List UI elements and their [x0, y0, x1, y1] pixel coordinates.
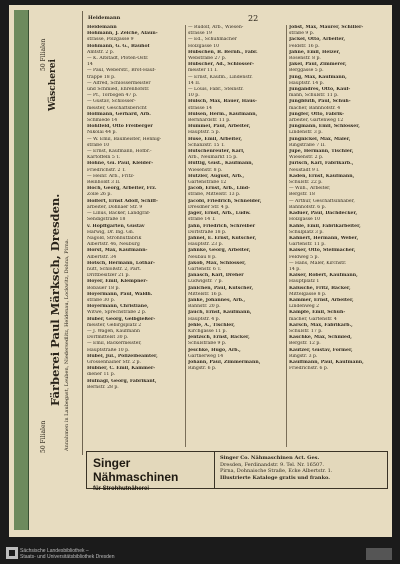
- directory-entry-line: Bahnstr. 20 p.: [188, 304, 221, 310]
- directory-entry-line: — Rudolf, Arb., Wiesen-: [188, 25, 244, 30]
- directory-entry-line: Amtstr. 2 p.: [87, 49, 115, 55]
- directory-entry-line: Feldweg 5 p.: [289, 254, 319, 260]
- directory-entry-line: — Ernst, Kaufmann, Hofbr.-: [87, 149, 152, 155]
- directory-entry-line: Grossenhainer Str. 2 p.: [87, 359, 141, 365]
- directory-entry-line: Heidemann: [87, 25, 117, 30]
- singer-sub: für Strohhutnäherei: [93, 486, 150, 492]
- directory-entry-line: meister 11 I.: [188, 68, 218, 74]
- directory-entry-line: Hummel, Paul, Arbeiter,: [188, 124, 251, 130]
- directory-entry-line: Neustadt 9 I.: [289, 167, 320, 173]
- directory-entry-line: Albertstr. 34: [87, 254, 117, 260]
- directory-entry-line: diener 11 p.: [87, 372, 116, 378]
- directory-entry-line: Berggasse 5 p.: [289, 68, 324, 74]
- directory-entry-line: Jobst, Max, Maurer, Schiller-: [289, 25, 364, 30]
- directory-entry-line: Höllmann, Gerhard, Arb.: [87, 111, 151, 117]
- directory-entry-line: Kämpfe, Emil, Schuh-: [289, 310, 346, 316]
- directory-entry-line: Kahle, Emil, Fabrikarbeiter,: [289, 223, 361, 229]
- directory-entry-line: Gärtnerweg 14: [188, 353, 224, 359]
- directory-column-1: [87, 25, 183, 447]
- directory-entry-line: Sendigstraße 18: [87, 217, 126, 223]
- directory-entry-line: Hoyermann, Paul, Waldh.: [87, 291, 153, 297]
- directory-entry-line: — Hans, Maler, Kirchstr.: [289, 260, 347, 266]
- directory-entry-line: Hoch, Georg, Arbeiter, Frz.: [87, 186, 157, 192]
- bottom-advertisement: [86, 451, 388, 492]
- directory-column-3: [289, 25, 386, 447]
- directory-entry-line: Albertstr. 46, Neuburg: [87, 242, 140, 248]
- directory-entry-line: Hoyermann, Christiane,: [87, 304, 149, 310]
- directory-entry-line: Hauptstr. 4 p.: [188, 316, 221, 322]
- directory-entry-line: Hüttig, Gust., Kaufmann,: [188, 161, 254, 167]
- directory-entry-line: Johann, Paul, Zimmermann,: [188, 359, 261, 365]
- directory-entry-line: — K. Altstadt, Pfoten-Ostr.: [87, 56, 149, 62]
- directory-entry-line: Wiesenstr. 2 p.: [289, 155, 324, 161]
- directory-entry-line: strasse, Pölzgasse 9: [87, 37, 134, 43]
- directory-entry-line: Kaschke, Max, Schmied,: [289, 335, 352, 341]
- directory-entry-line: Ringstr. 6 p.: [188, 366, 217, 372]
- directory-entry-line: Hohmann, G. G., Bauhof: [87, 43, 150, 49]
- directory-entry-line: Neubau 8 p.: [188, 254, 217, 260]
- directory-entry-line: — Linus, Bäcker, Landgraf-: [87, 211, 151, 217]
- directory-entry-line: Jauch, Ernst, Kaufmann,: [188, 310, 252, 316]
- directory-entry-line: Kaulfmann, Paul, Kaufmann,: [289, 359, 364, 365]
- directory-entry-line: Hübschen, B. Bernh., Fabr.: [188, 49, 258, 55]
- directory-entry-line: Lindenweg 2: [289, 304, 320, 310]
- directory-entry-line: Nagold, Strohhutfabrik: [87, 235, 142, 241]
- directory-entry-line: meister, Geschäftsbericht: [87, 105, 147, 111]
- singer-address-dresden: Dresden, Ferdinandstr. 9. Tel. Nr. 16507.: [220, 461, 324, 468]
- directory-entry-line: Jungmann, Emil, Schlosser,: [289, 124, 360, 130]
- directory-entry-line: Harwig, Dr. Ing. Gn.: [87, 229, 135, 235]
- singer-ad-right: [215, 452, 387, 488]
- directory-entry-line: Arb., Neumarkt 15 p.: [188, 155, 238, 161]
- directory-entry-line: Mittelgasse 8 p.: [289, 291, 327, 297]
- directory-entry-line: Jäkel, Paul, Zimmerer,: [289, 62, 347, 68]
- directory-entry-line: macher, Bahnhofstr. 4: [289, 105, 341, 111]
- binding-strip-inner: [14, 10, 29, 530]
- directory-entry-line: hutt, Schloßstr. 2, Part.: [87, 266, 142, 272]
- directory-entry-line: — Ed., Schuhmacher: [188, 37, 237, 43]
- directory-entry-line: Huber, Georg, Gelbgießer-: [87, 316, 156, 322]
- directory-entry-line: Mittelstr. 16 p.: [188, 291, 223, 297]
- directory-entry-line: Jakob, Max, Schlosser,: [188, 260, 246, 266]
- directory-entry-line: Schmiede 14: [87, 118, 118, 124]
- directory-entry-line: — J. Wagen, Kaufmann: [87, 328, 140, 334]
- directory-entry-line: straße 9 p.: [289, 31, 315, 37]
- directory-entry-line: Jupe, Hermann, Tischler,: [289, 149, 354, 155]
- directory-entry-line: 14: [87, 62, 93, 68]
- directory-entry-line: Janke, Johannes, Arb.,: [188, 297, 246, 303]
- directory-entry-line: Hülsen, Herm., Kaufmann,: [188, 111, 258, 117]
- directory-entry-line: Ringstraße 7 II.: [289, 142, 326, 148]
- directory-column-2: [188, 25, 284, 447]
- directory-entry-line: mann, Schulstr. 11 p.: [289, 93, 339, 99]
- directory-entry-line: Horst, Max, Kaufmann-: [87, 248, 148, 254]
- directory-entry-line: Jahn, Friedrich, Schreiber: [188, 223, 256, 229]
- footer-line-2: Staats- und Universitätsbibliothek Dresden: [20, 554, 115, 560]
- directory-entry-line: Rosenstr. 8 p.: [289, 56, 321, 62]
- directory-entry-line: strasse 19: [188, 31, 212, 37]
- directory-entry-line: Jacobi, Friedrich, Schneider,: [188, 198, 262, 204]
- directory-entry-line: Jäckel, Otto, Arbeiter,: [289, 37, 346, 43]
- directory-entry-line: Hauptstr. 5 p.: [188, 130, 221, 136]
- directory-entry-line: v. Hopffgarten, Gustav: [87, 223, 145, 229]
- directory-entry-line: Bobauer 18 p.: [87, 285, 120, 291]
- directory-entry-line: Jehle, A., Tischler,: [188, 322, 235, 328]
- directory-entry-line: Hutzler, August, Arb.,: [188, 173, 245, 179]
- directory-entry-line: Zolle 26 p.: [87, 192, 112, 198]
- directory-entry-line: Holzgasse 10: [188, 43, 220, 49]
- directory-entry-line: Jurisch, Karl, Fabrikarb.,: [289, 161, 354, 167]
- directory-entry-line: Kautzer, Gustav, Former,: [289, 347, 353, 353]
- directory-entry-line: 14 II.: [188, 80, 201, 86]
- singer-company: Singer Co. Nähmaschinen Act. Ges.: [220, 455, 320, 461]
- directory-entry-line: Kirchgasse 11 p.: [188, 328, 227, 334]
- singer-brand: Singer Nähmaschinen: [93, 456, 179, 484]
- side-ad-bottom-note: 50 Filialen: [40, 420, 47, 453]
- directory-entry-line: Jeschke, Hugo, Arb.,: [188, 347, 241, 353]
- directory-entry-line: Jüng, Max, Kaufmann,: [289, 74, 347, 80]
- side-advertisement: [36, 11, 83, 455]
- directory-entry-line: Janasch, Karl, Dreher: [188, 273, 244, 279]
- directory-entry-line: Friedrichstr. 6 p.: [289, 366, 329, 372]
- singer-address-pirna: Pirna, Dohnaische Straße, Ecke Albertstr. 1.: [220, 468, 333, 474]
- side-ad-sub: Annahmen in Laubegast, Leuben, Niedersedlitz, Heidenau, Lockwitz, Dohna, Pirna.: [64, 238, 70, 451]
- qr-code-icon: [6, 547, 18, 559]
- directory-entry-line: Kaiser, Robert, Kaufmann,: [289, 273, 358, 279]
- directory-entry-line: Hauptstraße 10 p.: [87, 347, 130, 353]
- directory-entry-line: Jäger, Ernst, Arb., Ludw.: [188, 211, 251, 217]
- directory-entry-line: Friedrichstr. 2 T.: [87, 167, 126, 173]
- directory-entry-line: Dorfstraße 18 p.: [188, 229, 227, 235]
- directory-entry-line: Jungnickel, Max, Maler,: [289, 136, 351, 142]
- directory-entry-line: Hauptstr. 14 p.: [289, 80, 325, 86]
- directory-entry-line: Jungbluth, Paul, Schuh-: [289, 99, 351, 105]
- directory-entry-line: strasse 14: [188, 105, 212, 111]
- directory-entry-line: Jungfer, Otto, Fabrik-: [289, 111, 345, 117]
- directory-entry-line: Kahnert, Hermann, Weber,: [289, 235, 359, 241]
- directory-entry-line: Feldstr. 16 p.: [289, 43, 320, 49]
- directory-entry-line: Nikolai 44 p.: [87, 130, 117, 136]
- directory-entry-line: Hufnagl, Georg, Fabrikant,: [87, 378, 157, 384]
- directory-entry-line: Webstraße 27 p.: [188, 56, 227, 62]
- directory-entry-line: Hauptplatz 1: [289, 279, 320, 285]
- directory-entry-line: Hoyer, Emil, Klempner-: [87, 279, 148, 285]
- directory-entry-line: Wiesenstr. 8 p.: [188, 167, 223, 173]
- footer-line-1: Sächsische Landesbibliothek –: [20, 548, 89, 554]
- column-divider: [185, 25, 186, 447]
- directory-entry-line: Ludwigstr. 7 p.: [188, 279, 223, 285]
- directory-entry-line: Hohlfeld, Otto Freiberger: [87, 124, 153, 130]
- directory-entry-line: Holzgasse 10: [289, 217, 321, 223]
- directory-entry-line: Witwe, Sprechstraße 2 p.: [87, 310, 147, 316]
- directory-entry-line: Karsch, Max, Fabrikarb.,: [289, 322, 353, 328]
- viewer-footer: [0, 544, 400, 564]
- directory-entry-line: Bernhardstr. 11 p.: [188, 118, 231, 124]
- directory-entry-line: Drittbesitzer 21 p.: [87, 273, 130, 279]
- directory-entry-line: Kartoffeln 5 T.: [87, 155, 121, 161]
- directory-entry-line: Jahnke, Georg, Arbeiter,: [188, 248, 251, 254]
- directory-entry-line: Ringstr. 3 p.: [289, 353, 318, 359]
- directory-entry-line: Hauptstr. 23 p.: [188, 242, 224, 248]
- directory-entry-line: und Schmied, Ehrenhofstr.: [87, 87, 150, 93]
- directory-entry-line: Kaiser, Otto, Stellmacher,: [289, 248, 356, 254]
- directory-entry-line: Hübscher, Ad., Schlosser-: [188, 62, 255, 68]
- directory-entry-line: — Paul, Weberstr., Brot-Hauf-: [87, 68, 156, 74]
- directory-entry-line: straße 30 p.: [87, 297, 116, 303]
- directory-entry-line: arbeiter, Dohnaer Str. 9: [87, 204, 143, 210]
- directory-entry-line: Jänichen, Paul, Kutscher,: [188, 285, 254, 291]
- directory-entry-line: arbeiter, Gartenweg 12: [289, 118, 344, 124]
- library-logo-icon: [366, 548, 392, 560]
- directory-entry-line: straße, Mittelstr. 13 p.: [188, 192, 241, 198]
- directory-entry-line: Hohmann, J. Zeiche, Alaun-: [87, 31, 158, 37]
- directory-entry-line: Jacob, Ernst, Arb., Lind-: [188, 186, 251, 192]
- directory-entry-line: — Arthur, Geschäftsinhaber,: [289, 198, 355, 204]
- singer-catalog-note: Illustrierte Kataloge gratis und franko.: [220, 474, 331, 481]
- column-divider: [286, 25, 287, 447]
- directory-entry-line: Höhne, Gu. Paul, Kleider-: [87, 161, 154, 167]
- directory-entry-line: Schulstraße 9 p.: [188, 341, 227, 347]
- directory-entry-line: trappe 18 p.: [87, 74, 116, 80]
- directory-entry-line: Kammer, Ernst, Arbeiter,: [289, 297, 354, 303]
- directory-entry-line: Schanzstr. 15 T.: [188, 142, 225, 148]
- directory-entry-line: macher, Gartenstr. 4: [289, 316, 337, 322]
- directory-entry-line: meister, Gebirgsplatz 2: [87, 322, 142, 328]
- running-head: Heidemann: [88, 15, 121, 21]
- directory-entry-line: — W. Emil, Baumeister, Hennig-: [87, 136, 162, 142]
- directory-entry-line: Hübel, Jul., Polizeibeamter,: [87, 353, 158, 359]
- directory-entry-line: — Ernst, Kaufm., Lindenstr.: [188, 74, 253, 80]
- singer-ad-left: [87, 452, 215, 492]
- directory-entry-line: Gartenstr. 6 T.: [188, 266, 222, 272]
- directory-entry-line: — Gustav, Schlosser-: [87, 99, 136, 105]
- directory-entry-line: Bahnhofstr. 6 p.: [289, 204, 327, 210]
- side-ad-top-note: 50 Filialen: [40, 38, 47, 71]
- page-number: 22: [248, 14, 259, 23]
- directory-entry-line: Jähne, Emil, Heizer,: [289, 49, 341, 55]
- directory-entry-line: Reinholdt 3 II.: [87, 180, 121, 186]
- directory-entry-line: Dresdner Str. 4 p.: [188, 204, 230, 210]
- directory-entry-line: Hutschenreuter, Karl,: [188, 149, 245, 155]
- directory-entry-line: — Heinr. Arb., Fritz-: [87, 173, 135, 179]
- directory-entry-line: Schulstr. 17 p.: [289, 328, 323, 334]
- directory-entry-line: Kaduer, Paul, Dachdecker,: [289, 211, 358, 217]
- directory-entry-line: Holfert, Ernst Adolf, Schiff-: [87, 198, 158, 204]
- directory-entry-line: Bernstr. 28 p.: [87, 384, 119, 390]
- directory-entry-line: Gartenstraße 12: [188, 180, 227, 186]
- directory-entry-line: Lindenstr. 3 p.: [289, 130, 323, 136]
- directory-entry-line: — Wilh., Arbeiter,: [289, 186, 331, 192]
- directory-entry-line: Jentzsch, Ernst, Bäcker,: [188, 335, 250, 341]
- side-ad-right: Wäscherei: [48, 59, 58, 111]
- directory-entry-line: 10 p.: [188, 93, 200, 99]
- directory-entry-line: Jahnel, E. Ernst, Kutscher,: [188, 235, 257, 241]
- directory-entry-line: 14 p.: [289, 266, 301, 272]
- directory-entry-line: straße 10: [87, 142, 110, 148]
- directory-entry-line: Kaden, Ernst, Kaufmann,: [289, 173, 355, 179]
- directory-entry-line: — Emil, Bäckermeister,: [87, 341, 142, 347]
- directory-entry-line: Bergstr. 18: [289, 192, 315, 198]
- side-ad-brand: Färberei Paul Märksch, Dresden.: [48, 193, 62, 406]
- directory-entry-line: Schulstr. 22 p.: [289, 180, 323, 186]
- directory-entry-line: Hübner, C. Emil, Kammer-: [87, 366, 156, 372]
- directory-entry-line: Huse, Emil, Arbeiter,: [188, 136, 243, 142]
- directory-entry-line: Dorfmittelst 30 p.: [87, 335, 129, 341]
- directory-entry-line: Hülsch, Max, Bauer, Haus-: [188, 99, 257, 105]
- directory-entry-line: Kalusche, Fritz, Bäcker,: [289, 285, 351, 291]
- directory-entry-line: — Alfred, Schlossermeister: [87, 80, 151, 86]
- directory-entry-line: Gartenstr. 11 p.: [289, 242, 326, 248]
- directory-entry-line: Hotsch, Hermann, Lothar-: [87, 260, 155, 266]
- directory-entry-line: Jungandres, Otto, Kauf-: [289, 87, 351, 93]
- directory-entry-line: — Pf., Torbogen 47 p.: [87, 93, 138, 99]
- directory-entry-line: Bergstr. 12 p.: [289, 341, 321, 347]
- directory-entry-line: — Louis, Fabr., Steinstr.: [188, 87, 244, 93]
- directory-entry-line: straße 14 T.: [188, 217, 216, 223]
- directory-entry-line: Schulplatz 3 p.: [289, 229, 324, 235]
